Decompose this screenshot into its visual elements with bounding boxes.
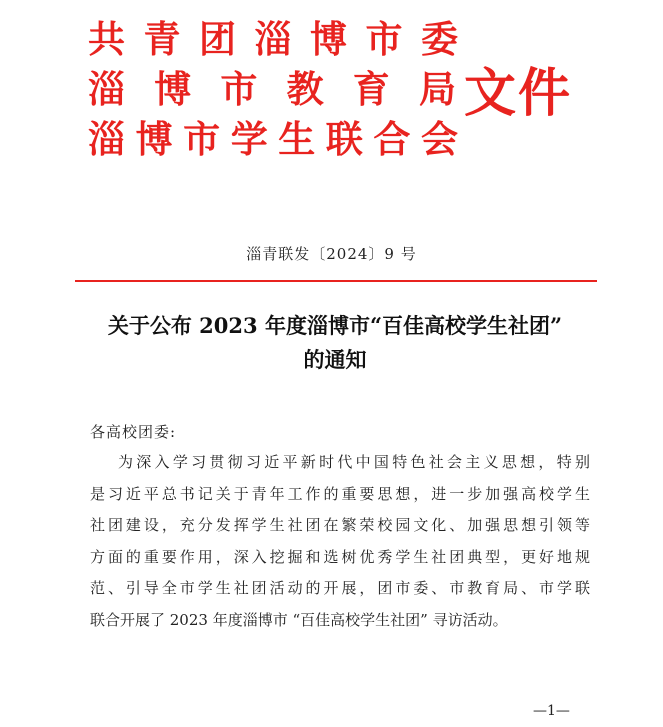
issuer-char: 委 — [421, 18, 458, 61]
issuer-char: 博 — [154, 68, 192, 111]
document-title — [60, 309, 610, 377]
body-line: 为深入学习贯彻习近平新时代中国特色社会主义思想，特别 — [118, 453, 590, 471]
issuer-char: 会 — [420, 118, 458, 161]
issuer-char: 市 — [365, 18, 403, 61]
issuer-char: 市 — [220, 68, 258, 111]
issuer-char: 育 — [352, 68, 390, 111]
issuer-char: 学 — [230, 118, 268, 161]
document-type-label: 文件 — [464, 64, 573, 124]
page-number: —1— — [533, 703, 570, 719]
body-line: 范、引导全市学生社团活动的开展，团市委、市教育局、市学联 — [90, 579, 590, 597]
body-line: 社团建设，充分发挥学生社团在繁荣校园文化、加强思想引领等 — [90, 516, 590, 534]
issuer-char: 联 — [325, 118, 363, 161]
title-line-2: 的通知 — [303, 347, 367, 372]
body-line: 是习近平总书记关于青年工作的重要思想，进一步加强高校学生 — [90, 484, 590, 503]
title-line-1: 关于公布 2023 年度淄博市“百佳高校学生社团” — [107, 313, 563, 338]
issuer-char: 局 — [418, 68, 456, 111]
issuer-char: 生 — [278, 118, 316, 161]
issuer-char: 合 — [373, 118, 411, 161]
issuer-char: 淄 — [88, 118, 125, 161]
document-number: 淄青联发〔2024〕9 号 — [246, 245, 417, 263]
issuer-char: 团 — [199, 18, 236, 61]
issuer-student-federation — [88, 114, 458, 166]
red-divider-line — [75, 280, 597, 282]
body-paragraph — [90, 447, 590, 636]
issuer-char: 淄 — [88, 68, 125, 111]
issuer-char: 博 — [135, 118, 173, 161]
issuer-char: 博 — [310, 18, 347, 61]
body-line: 方面的重要作用，深入挖掘和选树优秀学生社团典型，更好地规 — [90, 547, 590, 566]
issuer-char: 教 — [286, 68, 324, 111]
issuer-char: 青 — [143, 18, 181, 61]
issuer-youth-league-committee — [88, 14, 458, 66]
salutation: 各高校团委: — [90, 423, 177, 441]
issuer-char: 市 — [183, 118, 221, 161]
body-line: 联合开展了 2023 年度淄博市 “百佳高校学生社团” 寻访活动。 — [90, 610, 508, 629]
document-header — [88, 14, 588, 174]
issuer-char: 淄 — [254, 18, 292, 61]
issuer-char: 共 — [88, 18, 125, 61]
issuer-education-bureau — [88, 64, 456, 116]
